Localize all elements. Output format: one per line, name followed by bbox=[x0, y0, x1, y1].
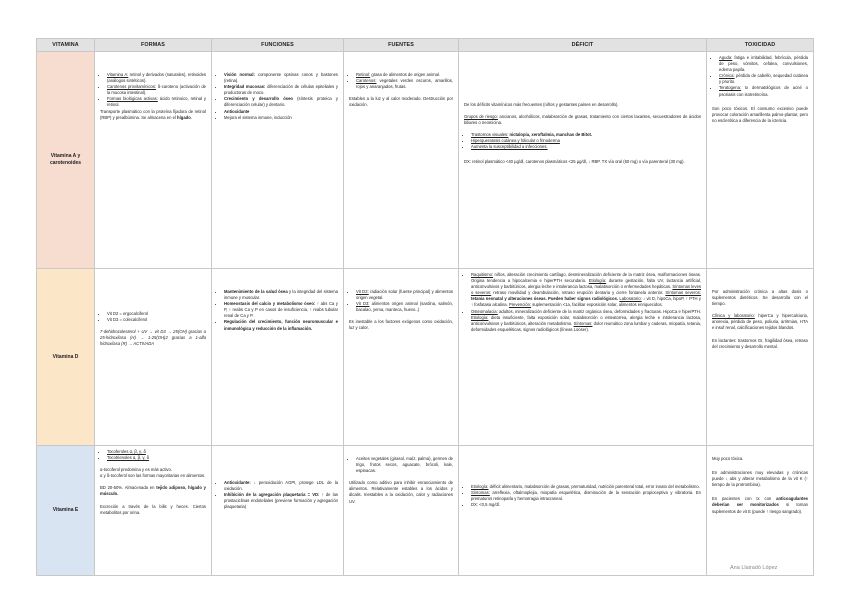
item-key: Síntomas: bbox=[573, 320, 593, 326]
item-text: adultos, mineralización deficiente de la matriz orgánica ósea, deformidades y fracturas. HipoCa e hiperPTH. bbox=[497, 308, 701, 314]
list-item bbox=[224, 319, 338, 331]
item-text: niños, alteración crecimiento cartílago, desmineralización deficiente de la matriz ósea, malformaciones óseas. Origina tendencia a hipocalcemia e hiperPTH secundario. bbox=[471, 272, 701, 284]
item-key: Grupos de riesgo: bbox=[464, 114, 498, 120]
list-item bbox=[471, 490, 701, 502]
fuentes-list bbox=[349, 289, 453, 313]
list-item bbox=[719, 73, 808, 85]
item-key: Formas biológicas activas: bbox=[107, 96, 158, 102]
item-key: Vitamina A: bbox=[107, 72, 129, 77]
text-bold: tejido adiposo, hígado y músculo. bbox=[100, 485, 206, 497]
vitamina-e-fuentes bbox=[344, 446, 459, 576]
list-item bbox=[224, 301, 338, 319]
high-dose-note: En administraciones muy elevadas y crónicas puede ↓ abs y alterar metabolismo de la vit K (↑ tiempo de la protrombina). bbox=[712, 470, 808, 488]
row-vitamina-e bbox=[37, 446, 814, 576]
text: En pacientes con tx con bbox=[712, 496, 777, 502]
vitamina-d-name: Vitamina D bbox=[37, 269, 95, 446]
text: . bbox=[190, 114, 192, 120]
text-bold: hígado bbox=[177, 114, 191, 120]
vitamina-a-name: Vitamina A y carotenoides bbox=[37, 52, 95, 269]
header-vitamina: VITAMINA bbox=[37, 39, 95, 52]
item-text: ↓ peroxidación AGPI, protege LDL de la oxidación. bbox=[224, 480, 338, 492]
list-item bbox=[356, 78, 453, 90]
deficit-intro: De los déficits vitamínicos más frecuentes (niños y gestantes países en desarrollo). bbox=[464, 102, 619, 107]
list-item: • Vit D2 = ergocalciferol bbox=[107, 311, 206, 317]
item-text: déficit alimentario, malabsorción de grasas, prematuridad, nutrición parenteral total, error innato del metabolismo. bbox=[488, 484, 700, 489]
toxicidad-list bbox=[712, 55, 808, 98]
beta-note: α y ß-tocoferol son las formas mayoritarias en alimentos. bbox=[100, 473, 206, 479]
item-key: Inhibición de la agregación plaquetaria = VD: bbox=[224, 492, 320, 498]
deficit-list bbox=[464, 484, 701, 508]
fuentes-list bbox=[349, 72, 453, 90]
item-text: arreflexia, oftalmoplejia, miopatía esquelética, disminución de la sensación propioceptiva y vibratoria. En prematuros retinopatía y hemorragia intracraneal. bbox=[471, 490, 701, 502]
header-formas: FORMAS bbox=[95, 39, 212, 52]
item-key: Vit D2: bbox=[356, 289, 369, 294]
list-item: • Vit D3 = colecalciferol bbox=[107, 317, 206, 323]
vitamin-table bbox=[36, 38, 814, 576]
item-key: Retinol: bbox=[356, 72, 371, 77]
item-text: diferenciación de células epiteliales y productoras de moco. bbox=[224, 84, 338, 96]
list-item bbox=[107, 72, 206, 84]
item-text: y la integridad del sistema inmune y muscular. bbox=[224, 289, 339, 301]
item-key: Homeostasis del calcio y metabolismo óseo: bbox=[224, 301, 316, 307]
deficit-list bbox=[464, 272, 701, 333]
transport-note bbox=[100, 109, 206, 121]
item-text: ↑ de las prostaciclinas endoteliales (previene formación y agregación plaquetaria) bbox=[224, 492, 338, 510]
list-item: • Aceites vegetales (girasol, maíz, palma), germen de trigo, frutos secos, aguacate, brócoli, kale, espinacas. bbox=[356, 456, 453, 474]
item-key: Antioxidante: bbox=[224, 480, 251, 485]
item-key: Crecimiento y desarrollo óseo bbox=[224, 96, 293, 102]
list-item: • DX: <0,5 mg/dl. bbox=[471, 502, 701, 508]
item-text: grasa de alimentos de origen animal. bbox=[370, 72, 441, 77]
item-key: Síntomas severos: bbox=[665, 290, 701, 296]
item-text: vegetales verdes oscuros, amarillos, rojos y anaranjados, frutas. bbox=[356, 78, 453, 90]
item-text: ancianos, alcohólicos, malabsorción de grasas, tratamiento con ciertos laxantes, secuestradores de ácidos biliares o neomicina. bbox=[464, 114, 701, 126]
list-item: • Tocotrienoles α, β, γ, δ bbox=[107, 455, 206, 461]
header-deficit: DÉFICIT bbox=[459, 39, 707, 52]
activation-pathway: 7-dehidrocolesterol + UV → vit D3 → 25(OH) gracias a 25-hidroxilasa (H) → 1-25(OH)2 gracias a 1-alfa hidroxilasa (R) → ACTIVADA bbox=[100, 329, 206, 347]
vitamina-d-toxicidad bbox=[707, 269, 814, 446]
item-text: suplementación <1a, facilitar exposición solar, alimentos enriquecidos. bbox=[531, 302, 663, 308]
item-key: Teratogena: bbox=[719, 85, 742, 91]
item-key: Síntomas: bbox=[471, 490, 490, 496]
list-item: • Hiperqueratosis cutánea y folicular o frinoderma bbox=[471, 138, 701, 144]
item-text: radiación solar (fuente principal) y alimentos origen vegetal. bbox=[356, 289, 454, 301]
list-item bbox=[224, 480, 338, 492]
item-key: Integridad mucosas: bbox=[224, 84, 266, 90]
fuentes-note: Estables a la luz y al calor moderado. Destrucción por oxidación. bbox=[349, 96, 453, 108]
item-key: Osteomalacia: bbox=[471, 308, 498, 314]
header-row bbox=[37, 39, 814, 52]
header-toxicidad: TOXICIDAD bbox=[707, 39, 814, 52]
header-funciones: FUNCIONES bbox=[212, 39, 344, 52]
item-key: Etiología: bbox=[588, 278, 607, 284]
item-key: Trastornos visuales: bbox=[471, 132, 509, 138]
item-key: Vit D3: bbox=[356, 301, 370, 307]
vitamina-a-toxicidad bbox=[707, 52, 814, 269]
vitamina-d-funciones bbox=[212, 269, 344, 446]
item-text: componente opsinas conos y bastones (retina). bbox=[224, 72, 339, 84]
item-text: tetania neonatal y alteraciones óseas. Pueden haber signos radiológicos. bbox=[471, 296, 619, 302]
item-key: Crónica: bbox=[719, 73, 735, 79]
list-item bbox=[471, 309, 701, 333]
list-item bbox=[107, 96, 206, 108]
vitamina-a-deficit bbox=[459, 52, 707, 269]
item-key: Visión normal: bbox=[224, 72, 255, 77]
item-text: retinol y derivados (naturales), retinoides (análogos sintéticos). bbox=[107, 72, 207, 84]
item-key: Antioxidante bbox=[224, 108, 250, 114]
funciones-list bbox=[217, 480, 338, 510]
text: BD 20-50%. Almacenada en bbox=[100, 485, 157, 491]
item-key: Carotenos provitamínicos: bbox=[107, 84, 157, 90]
item-key: Laboratorio: bbox=[619, 296, 642, 302]
item-text: hiperCa y hipercalciuria, anorexia, pérdida de peso, poliuria, arritmias, HTA e insuf renal, calcificaciones tejidos blandos. bbox=[712, 313, 808, 331]
storage-note bbox=[100, 485, 206, 497]
author-signature: Ana Llairadó López bbox=[730, 565, 778, 571]
item-text: (síntesis proteica y diferenciación celular) y dentario. bbox=[224, 96, 338, 108]
item-key: Síntomas leves o severos: bbox=[471, 284, 701, 296]
alpha-note: α-tocoferol predomina y es más activo. bbox=[100, 467, 173, 473]
lactantes-note: En lactantes: trastornos GI, fragilidad ósea, retraso del crecimiento y desarrollo mental. bbox=[712, 337, 808, 349]
item-text: dieta insuficiente, falta exposición solar, malabsorción o esteatorrea, alergia leche e intolerancia lactosa, anticonvulsivos y barbitúricos, alteración metabolismo. bbox=[471, 314, 701, 326]
anticoagulant-note bbox=[712, 496, 808, 514]
item-text: alimentos origen animal (sardina, salmón, bacalao, yema, manteca, huevo..) bbox=[356, 301, 453, 313]
vitamina-e-formas bbox=[95, 446, 212, 576]
header-fuentes: FUENTES bbox=[344, 39, 459, 52]
formas-list bbox=[100, 72, 206, 109]
row-vitamina-d bbox=[37, 269, 814, 446]
text: si toman suplementos de vit E (puede ↑ riesgo sangrado). bbox=[712, 502, 808, 514]
formas-list bbox=[100, 449, 206, 461]
list-item bbox=[356, 289, 453, 301]
list-item bbox=[224, 96, 338, 108]
vitamina-a-funciones bbox=[212, 52, 344, 269]
vitamin-table-sheet bbox=[36, 38, 813, 576]
item-key: Regulación del crecimiento, función neuromuscular e inmunológica y reducción de la inflamación. bbox=[224, 319, 338, 331]
funciones-list bbox=[217, 72, 338, 121]
vitamina-a-formas bbox=[95, 52, 212, 269]
text: Transporte plasmático con la proteína fijadora de retinol (RBP) y prealbúmina. Se almacena en el bbox=[100, 108, 206, 120]
vitamina-e-toxicidad bbox=[707, 446, 814, 576]
funciones-list bbox=[217, 289, 338, 332]
fuentes-list bbox=[349, 456, 453, 474]
toxicidad-note: Son poco tóxicos. El consumo excesivo puede provocar coloración amarillenta palmo-plantar, pero no esclerótica a diferencia de la ictericia. bbox=[712, 105, 808, 123]
item-text: fatiga e irritabilidad, febrícula, pérdida de peso, vómitos, cefalea, convulsiones, edema papila. bbox=[719, 55, 808, 73]
fuentes-note: Utilizado como aditivo para inhibir enranciamiento de alimentos. Relativamente estables a los ácidos y álcalis. Inestables a la oxidación, calor y radiaciones UV. bbox=[349, 480, 453, 504]
deficit-list bbox=[464, 132, 701, 150]
vitamina-d-fuentes bbox=[344, 269, 459, 446]
item-key: Clínica y laboratorio: bbox=[712, 313, 755, 319]
list-item bbox=[719, 55, 808, 73]
list-item: • Aumenta la susceptibilidad a infecciones. bbox=[471, 144, 701, 150]
item-key: Prevención: bbox=[508, 302, 532, 308]
item-text: ß-caroteno (activación de la mucosa intestinal). bbox=[107, 84, 206, 96]
toxicidad-intro: Muy poco tóxica. bbox=[712, 456, 744, 461]
item-key: Mantenimiento de la salud ósea bbox=[224, 289, 288, 294]
list-item bbox=[471, 272, 701, 309]
fuentes-note: Es inestable a los factores exógenos como oxidación, luz y calor. bbox=[349, 319, 453, 331]
item-key: Etiología: bbox=[471, 314, 489, 320]
item-key: Aguda: bbox=[719, 55, 733, 60]
item-text: durante gestación, falta UV, lactancia artificial, anticonvulsivos y barbitúricos, alergia leche e intolerancia lactosa, malabsorción o enfermedades hepáticas. bbox=[471, 278, 701, 290]
toxicidad-intro: Por administración crónica a altas dosis o suplementos dietéticos. Se desarrolla con el tiempo. bbox=[712, 289, 808, 307]
list-item bbox=[224, 289, 338, 301]
item-text: ácido retinoico, retinal y retinol. bbox=[107, 96, 206, 108]
list-item bbox=[224, 84, 338, 96]
item-text: pérdida de cabello, sequedad cutánea y prurito. bbox=[719, 73, 808, 85]
list-item bbox=[224, 115, 338, 121]
vitamina-e-funciones bbox=[212, 446, 344, 576]
vitamina-e-deficit bbox=[459, 446, 707, 576]
item-text: tx dermatológicos de acné o psoriasis con isotretinoína. bbox=[719, 85, 808, 97]
vitamina-d-formas bbox=[95, 269, 212, 446]
deficit-dx: DX: retinol plasmático <40 µg/dl, carotenos plasmáticos <25 µg/dl, ↓ RBP. TX vía oral (60 mg) o vía parenteral (30 mg). bbox=[464, 158, 685, 164]
clinica-laboratorio bbox=[712, 313, 808, 331]
formas-list bbox=[100, 311, 206, 323]
list-item bbox=[719, 85, 808, 97]
list-item bbox=[224, 72, 338, 84]
list-item: • Tocoferoles α, β, γ, δ bbox=[107, 449, 206, 455]
item-text: retraso movilidad y deambulación, retraso erupción dentaria y cierre fontanela anterior. bbox=[491, 290, 664, 296]
item-text: ↑ abs Ca y P, ↑ reabs Ca y P en casos de insuficiencia, ↑ reabs tubular renal de Ca y P. bbox=[224, 301, 338, 319]
list-item bbox=[356, 301, 453, 313]
excretion-note: Excreción a través de la bilis y heces. Ciertos metabolitos por orina. bbox=[100, 503, 206, 515]
item-key: Etiología: bbox=[471, 484, 489, 489]
list-item bbox=[224, 492, 338, 510]
item-text: Mejora el sistema inmune, inducción bbox=[224, 114, 292, 120]
list-item bbox=[107, 84, 206, 96]
row-vitamina-a bbox=[37, 52, 814, 269]
text-bold: anticoagulantes deberían ser monitorizados bbox=[712, 496, 808, 508]
vitamina-d-deficit bbox=[459, 269, 707, 446]
item-key: Raquitismo: bbox=[471, 272, 494, 277]
vitamina-a-fuentes bbox=[344, 52, 459, 269]
item-text: nictalopía, xeroftalmia, manchas de Bitot. bbox=[508, 132, 593, 138]
vitamina-e-name: Vitamina E bbox=[37, 446, 95, 576]
item-text: dolor reumático zona lumbar y caderas, miopatía, tetania, deformidades esqueléticas, signos radiológicos (líneas Looser). bbox=[471, 320, 702, 332]
risk-groups bbox=[464, 114, 701, 126]
item-key: Carotenos: bbox=[356, 78, 377, 84]
item-text: ↓ vit D, hipoCa, hipoP, ↑ PTH y ↑ fosfatasa alcalina. bbox=[471, 296, 701, 308]
